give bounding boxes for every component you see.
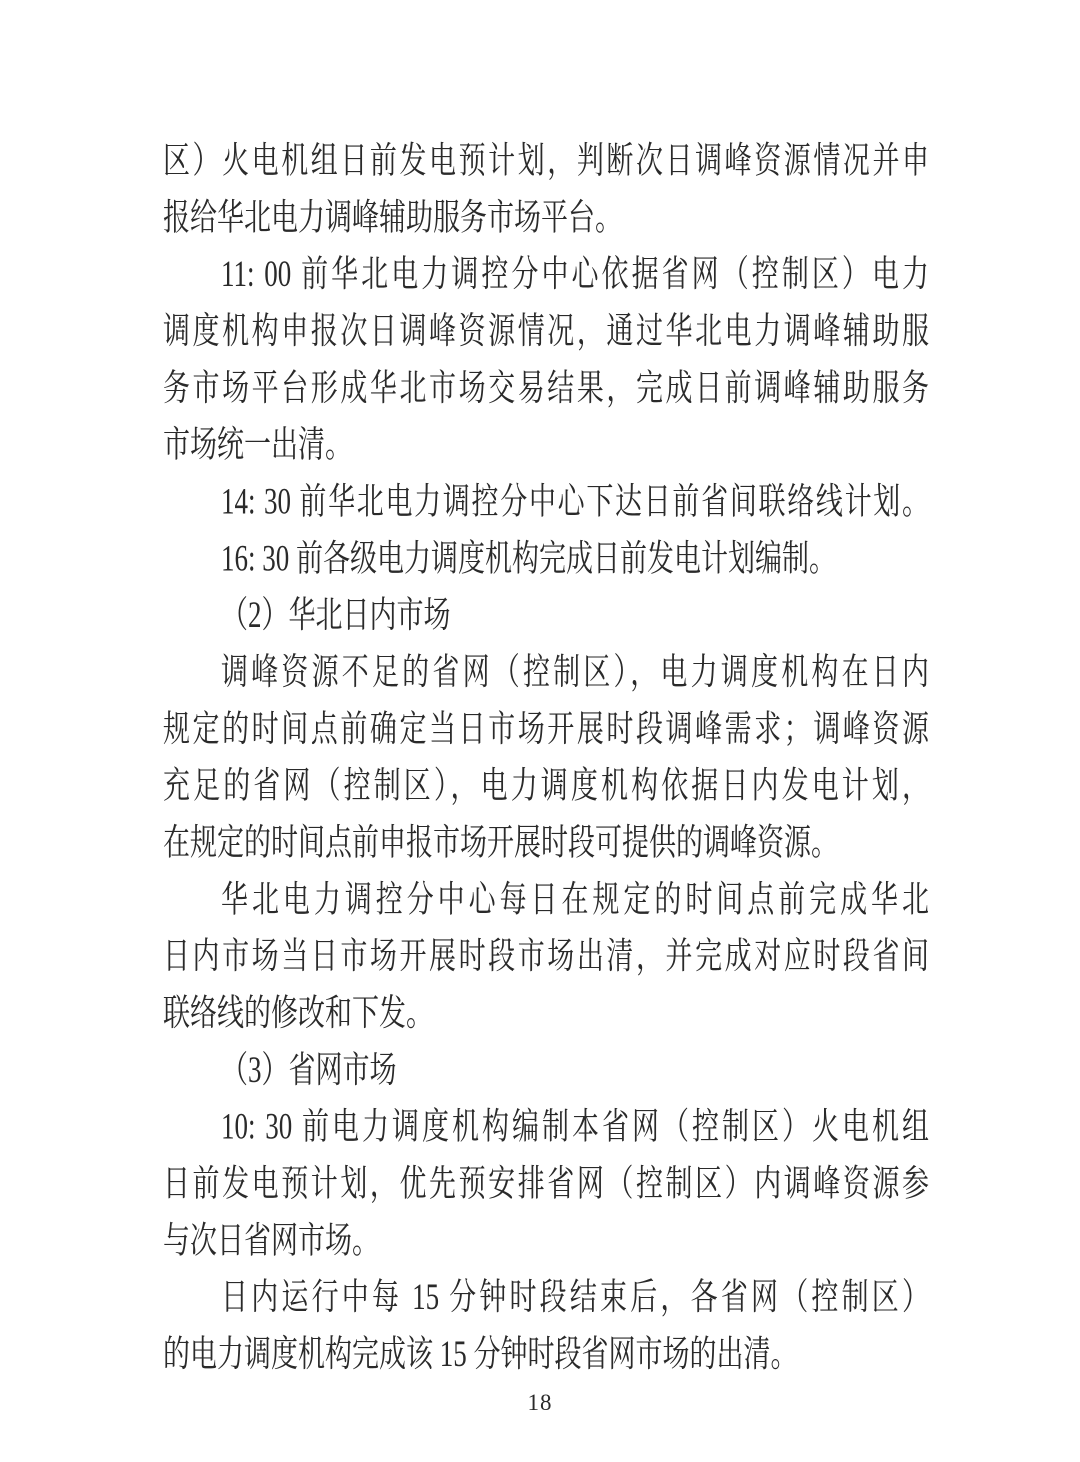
text-line: 的电力调度机构完成该 15 分钟时段省网市场的出清。 (163, 1333, 798, 1375)
text-line: 规定的时间点前确定当日市场开展时段调峰需求；调峰资源 (163, 708, 929, 749)
text-line: 在规定的时间点前申报市场开展时段可提供的调峰资源。 (163, 822, 838, 863)
text-line: 调峰资源不足的省网（控制区），电力调度机构在日内 (221, 651, 929, 693)
text-line: 与次日省网市场。 (163, 1219, 379, 1261)
text-line: 10: 30 前电力调度机构编制本省网（控制区）火电机组 (221, 1106, 929, 1147)
text-line: 16: 30 前各级电力调度机构完成日前发电计划编制。 (221, 537, 837, 579)
text-line: 11: 00 前华北电力调控分中心依据省网（控制区）电力 (221, 253, 929, 295)
text-line: 充足的省网（控制区），电力调度机构依据日内发电计划， (163, 765, 929, 806)
text-line: 联络线的修改和下发。 (163, 992, 433, 1034)
text-line: 华北电力调控分中心每日在规定的时间点前完成华北 (221, 878, 929, 920)
document-text-block (163, 132, 929, 1382)
text-line: 14: 30 前华北电力调控分中心下达日前省间联络线计划。 (221, 481, 929, 522)
text-line: （2）华北日内市场 (221, 594, 451, 636)
text-line: 报给华北电力调峰辅助服务市场平台。 (163, 196, 622, 238)
text-line: 日前发电预计划，优先预安排省网（控制区）内调峰资源参 (163, 1162, 929, 1204)
text-line: （3）省网市场 (221, 1049, 397, 1090)
text-line: 日内市场当日市场开展时段市场出清，并完成对应时段省间 (163, 935, 929, 977)
text-line: 市场统一出清。 (163, 424, 352, 465)
page-number: 18 (527, 1390, 553, 1415)
text-line: 调度机构申报次日调峰资源情况，通过华北电力调峰辅助服 (163, 310, 929, 352)
text-line: 日内运行中每 15 分钟时段结束后，各省网（控制区） (221, 1276, 929, 1318)
text-line: 区）火电机组日前发电预计划，判断次日调峰资源情况并申 (163, 140, 929, 181)
text-line: 务市场平台形成华北市场交易结果，完成日前调峰辅助服务 (163, 367, 929, 409)
